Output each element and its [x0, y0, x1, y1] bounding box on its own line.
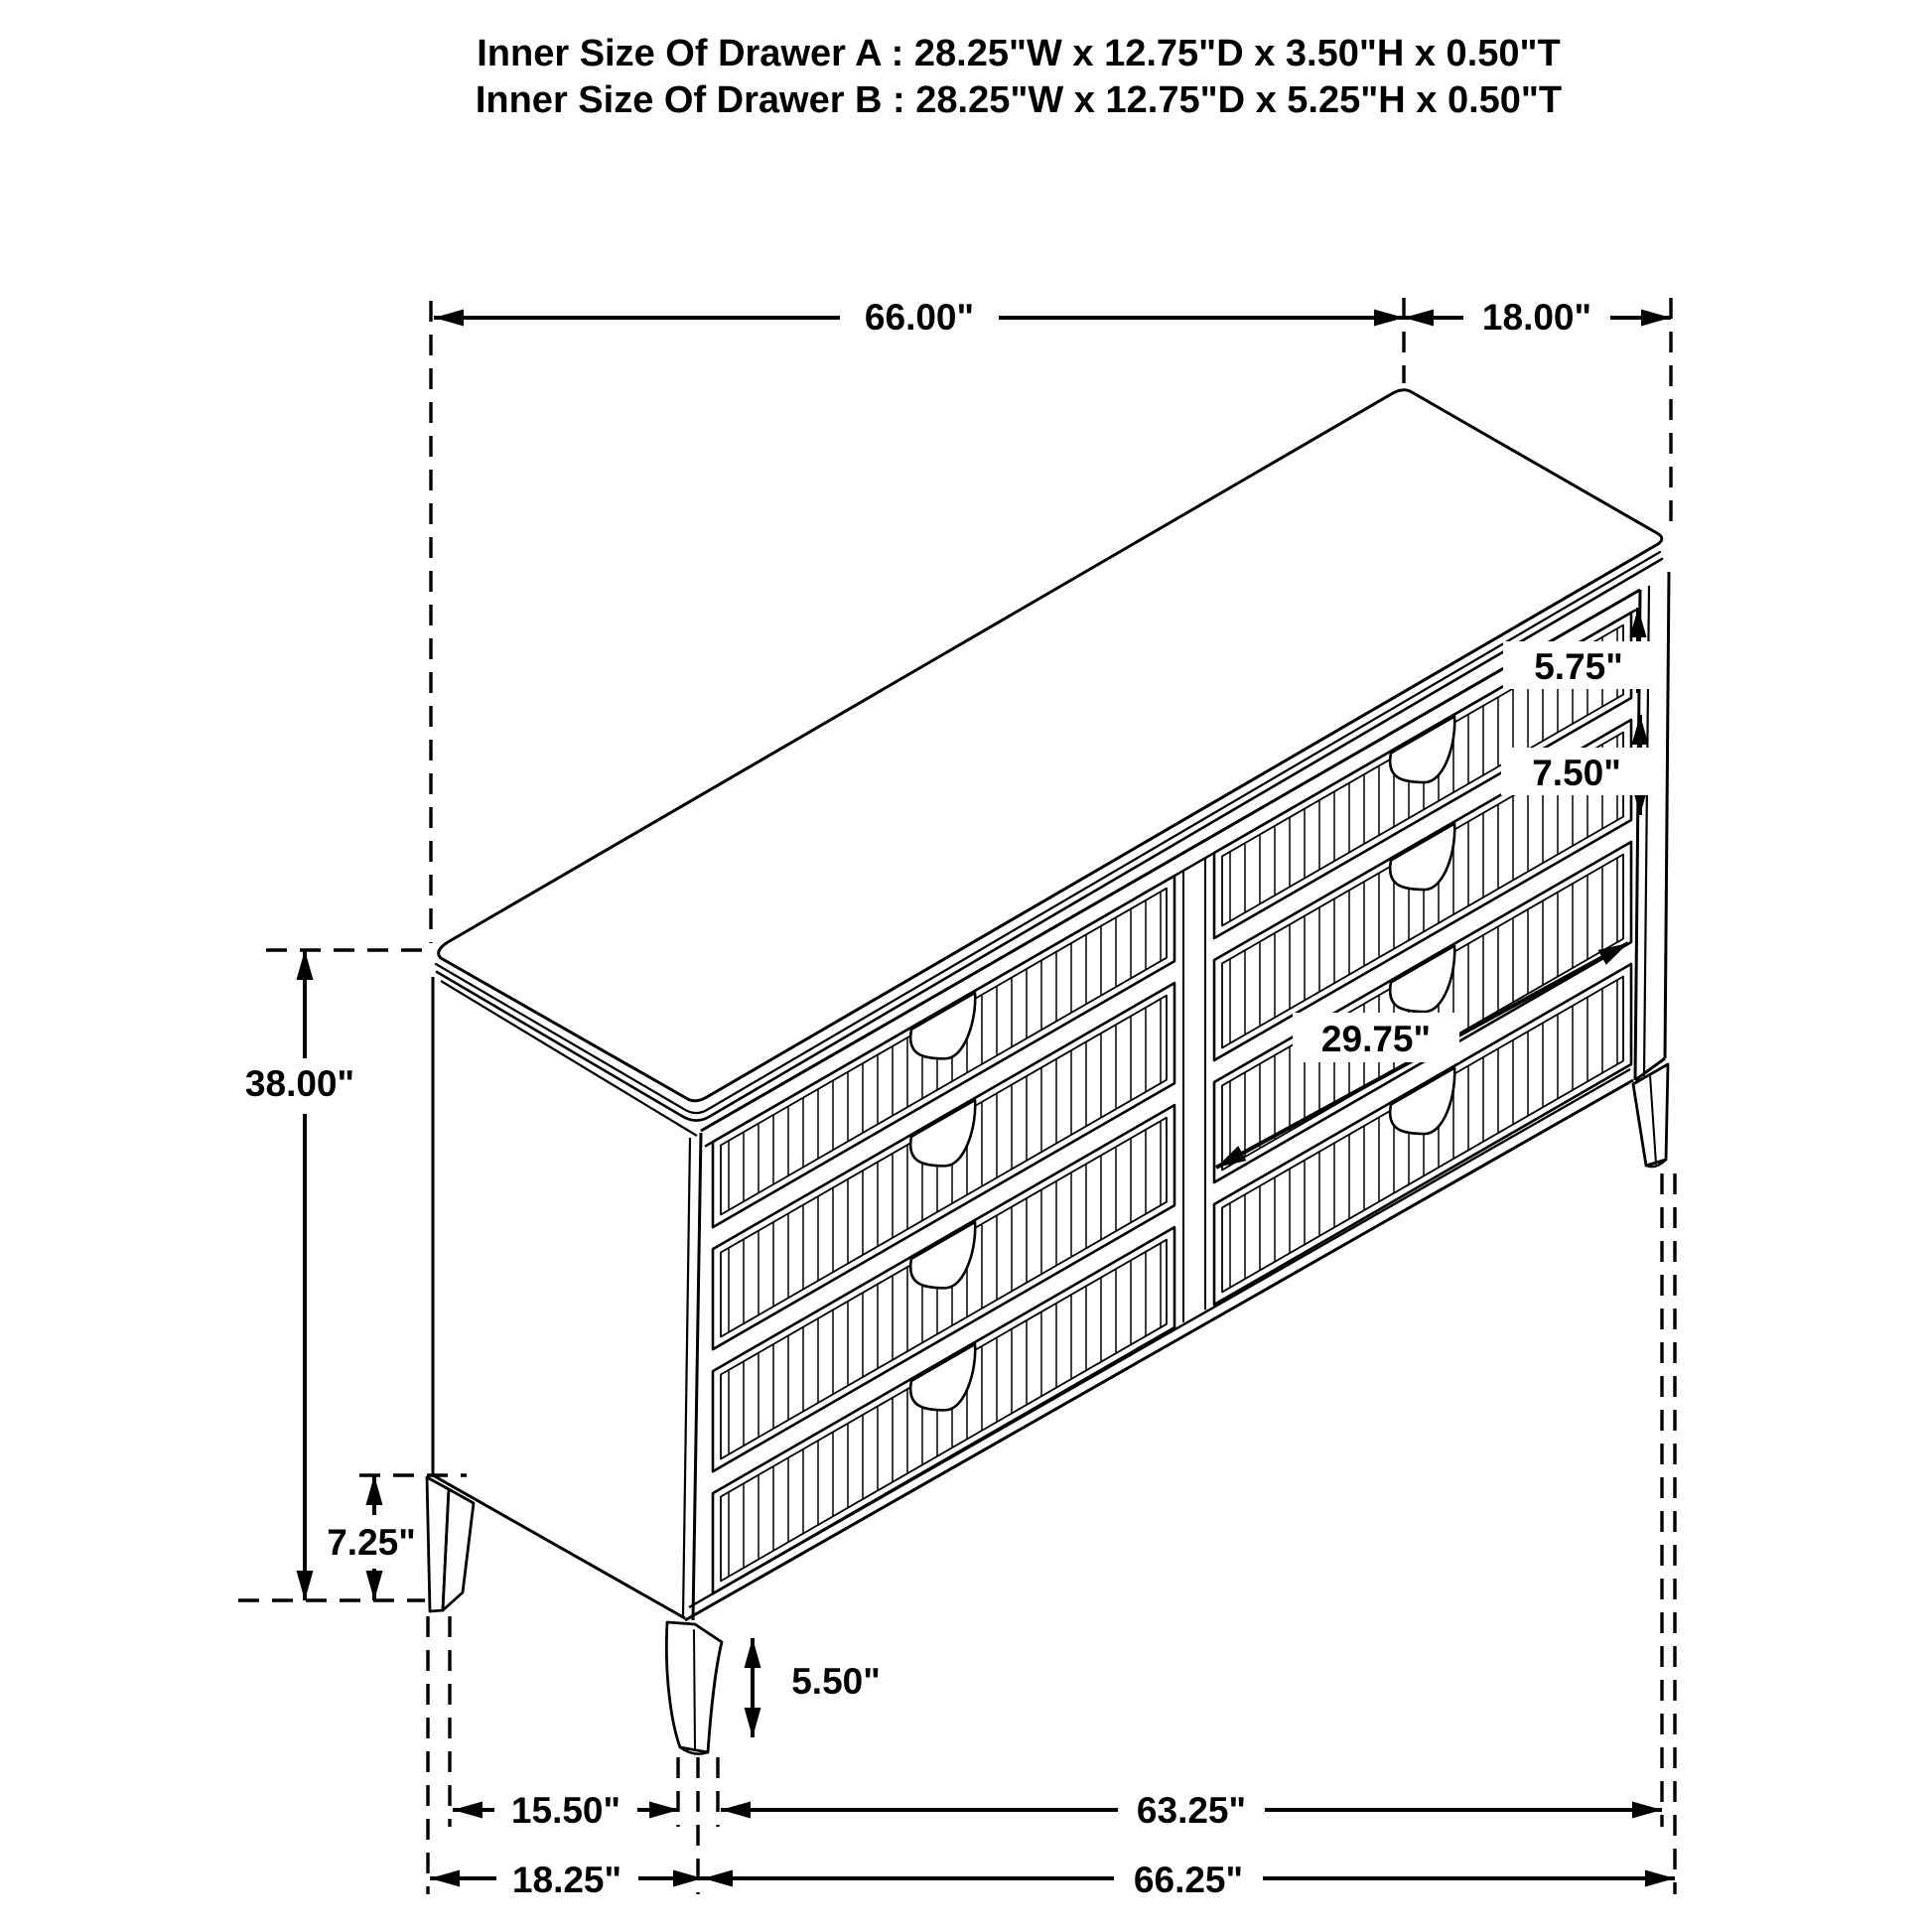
dimension-arrowhead	[366, 1571, 383, 1600]
dim-case-to-floor-label: 7.25"	[327, 1522, 416, 1563]
drawer-handle-cutout	[1390, 1068, 1454, 1134]
drawer-handle-cutout	[1390, 946, 1454, 1012]
dim-drawer-width-label: 29.75"	[1320, 1019, 1432, 1059]
dimension-arrowhead	[721, 1802, 751, 1819]
drawer-handle-cutout	[910, 993, 975, 1058]
dimension-arrowhead	[745, 1638, 761, 1668]
dimension-arrowhead	[1598, 936, 1632, 965]
case-front-left-corner-outer	[693, 1133, 701, 1620]
dim-top-depth-label: 18.00"	[1481, 297, 1592, 338]
top-slab-bottom-edge	[437, 559, 1662, 1121]
dimension-arrowhead	[366, 1475, 383, 1505]
dimension-arrowhead	[1212, 1146, 1246, 1174]
drawer-handle-cutout	[910, 1222, 975, 1288]
case-left-top-edge	[441, 981, 697, 1136]
dimension-arrowhead	[297, 950, 314, 980]
drawer-handle-cutout	[1390, 717, 1454, 782]
dimension-lines	[238, 298, 1675, 1894]
front-left-leg-ridge	[694, 1630, 695, 1750]
case-back-right-silhouette	[1665, 572, 1669, 1058]
dimension-arrowhead	[430, 1870, 460, 1887]
drawer-handle-cutout	[910, 1100, 975, 1166]
dim-drawer-a-height-label: 5.75"	[1534, 646, 1623, 687]
dim-front-leg-height-label: 5.50"	[791, 1661, 881, 1702]
dim-total-height-label: 38.00"	[244, 1063, 355, 1104]
dimension-arrowhead	[434, 310, 464, 327]
dresser-line-art	[427, 390, 1669, 1754]
dimension-arrowhead	[1632, 715, 1649, 745]
top-slab-outline	[439, 390, 1662, 1101]
dimension-arrowhead	[1632, 1802, 1662, 1819]
top-slab-mid-edge	[436, 552, 1660, 1113]
dimension-arrowhead	[745, 1708, 761, 1737]
back-left-leg-side	[443, 1489, 474, 1610]
dim-drawer-b-height-label: 7.50"	[1532, 753, 1621, 793]
dim-top-width-label: 66.00"	[864, 297, 975, 338]
title-line-b: Inner Size Of Drawer B : 28.25"W x 12.75"D x 5.25"H x 0.50"T	[475, 79, 1563, 121]
dimension-arrowhead	[1645, 1870, 1675, 1887]
dimension-arrowhead	[649, 1802, 679, 1819]
dim-leg-span-depth-label: 15.50"	[510, 1790, 621, 1831]
dim-leg-span-width-label: 63.25"	[1136, 1790, 1247, 1831]
dim-base-depth-label: 18.25"	[511, 1860, 622, 1900]
dim-base-width-label: 66.25"	[1133, 1860, 1244, 1900]
drawer-handle-cutout	[1390, 824, 1454, 890]
dimension-arrowhead	[1641, 310, 1671, 327]
case-left-bottom-edge	[433, 1475, 685, 1618]
title-line-a: Inner Size Of Drawer A : 28.25"W x 12.75"D x 3.50"H x 0.50"T	[477, 33, 1561, 74]
dimension-arrowhead	[297, 1571, 314, 1600]
dimension-arrowhead	[453, 1802, 483, 1819]
drawer-handle-cutout	[910, 1344, 975, 1410]
dimension-arrowhead	[1404, 310, 1434, 327]
case-front-top-edge	[701, 590, 1640, 1131]
case-front-left-corner-inner	[683, 1138, 690, 1616]
dimension-arrowhead	[703, 1870, 733, 1887]
dimension-arrowhead	[1374, 310, 1404, 327]
